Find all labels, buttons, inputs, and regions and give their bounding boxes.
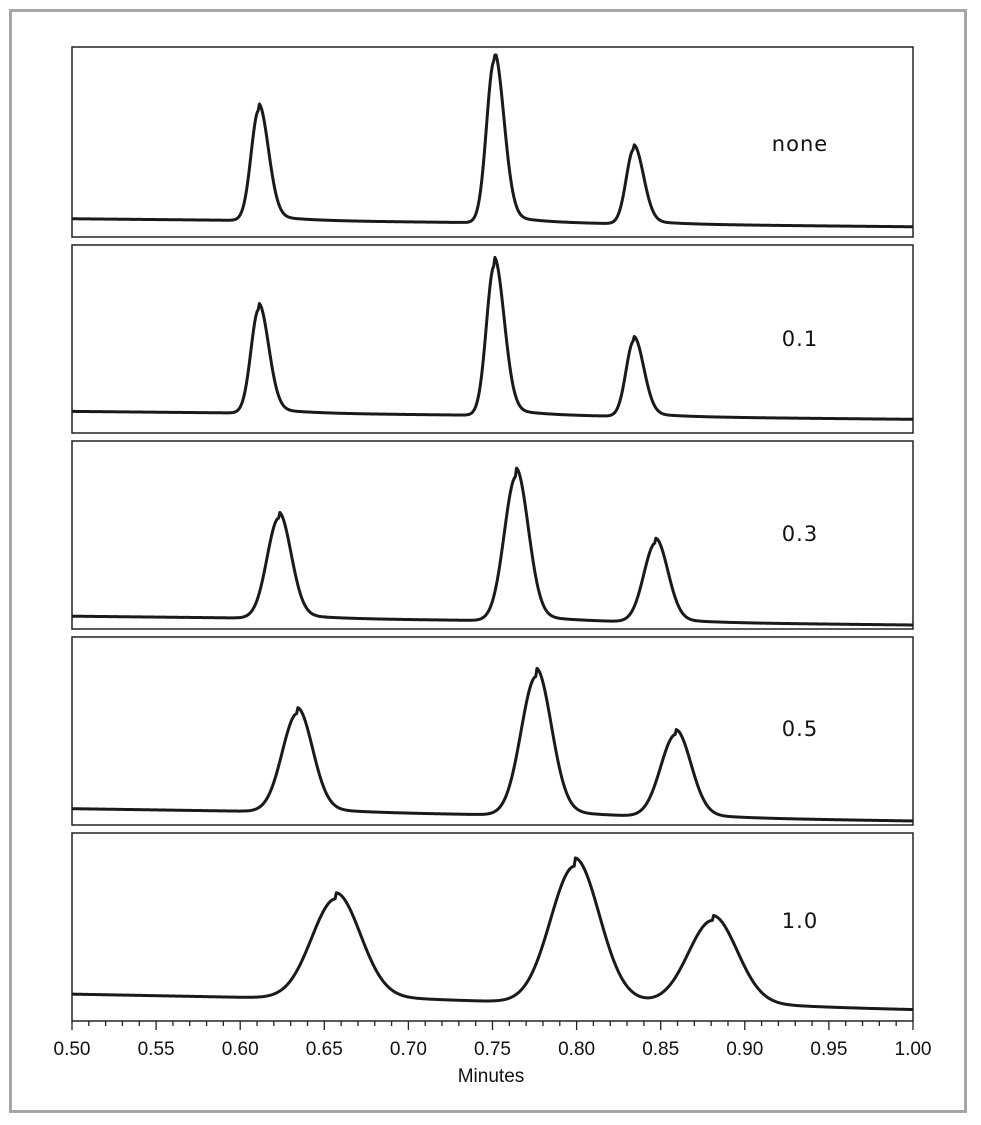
x-tick-label: 0.85: [642, 1039, 680, 1060]
x-tick-label: 0.90: [726, 1039, 764, 1060]
series-label: none: [771, 132, 829, 156]
panel-1: [72, 47, 913, 237]
panels: [72, 47, 913, 1021]
series-label: 0.1: [781, 327, 819, 351]
panel-5: [72, 833, 913, 1021]
series-label: 0.3: [781, 522, 819, 546]
series-label: 0.5: [781, 717, 819, 741]
panel-4: [72, 637, 913, 825]
x-tick-label: 0.75: [474, 1039, 511, 1060]
panel-3: [72, 441, 913, 629]
x-tick-label: 0.60: [221, 1039, 259, 1060]
x-tick-label: 0.50: [53, 1039, 91, 1060]
panel-2: [72, 245, 913, 433]
x-tick-label: 0.70: [389, 1039, 427, 1060]
x-axis-title: Minutes: [457, 1066, 525, 1087]
series-label: 1.0: [781, 909, 819, 933]
x-axis: [54, 1021, 932, 1060]
x-tick-label: 0.95: [810, 1039, 848, 1060]
x-tick-label: 0.65: [305, 1039, 343, 1060]
x-tick-label: 0.80: [558, 1039, 596, 1060]
x-tick-label: 0.55: [137, 1039, 175, 1060]
x-tick-label: 1.00: [894, 1039, 932, 1060]
